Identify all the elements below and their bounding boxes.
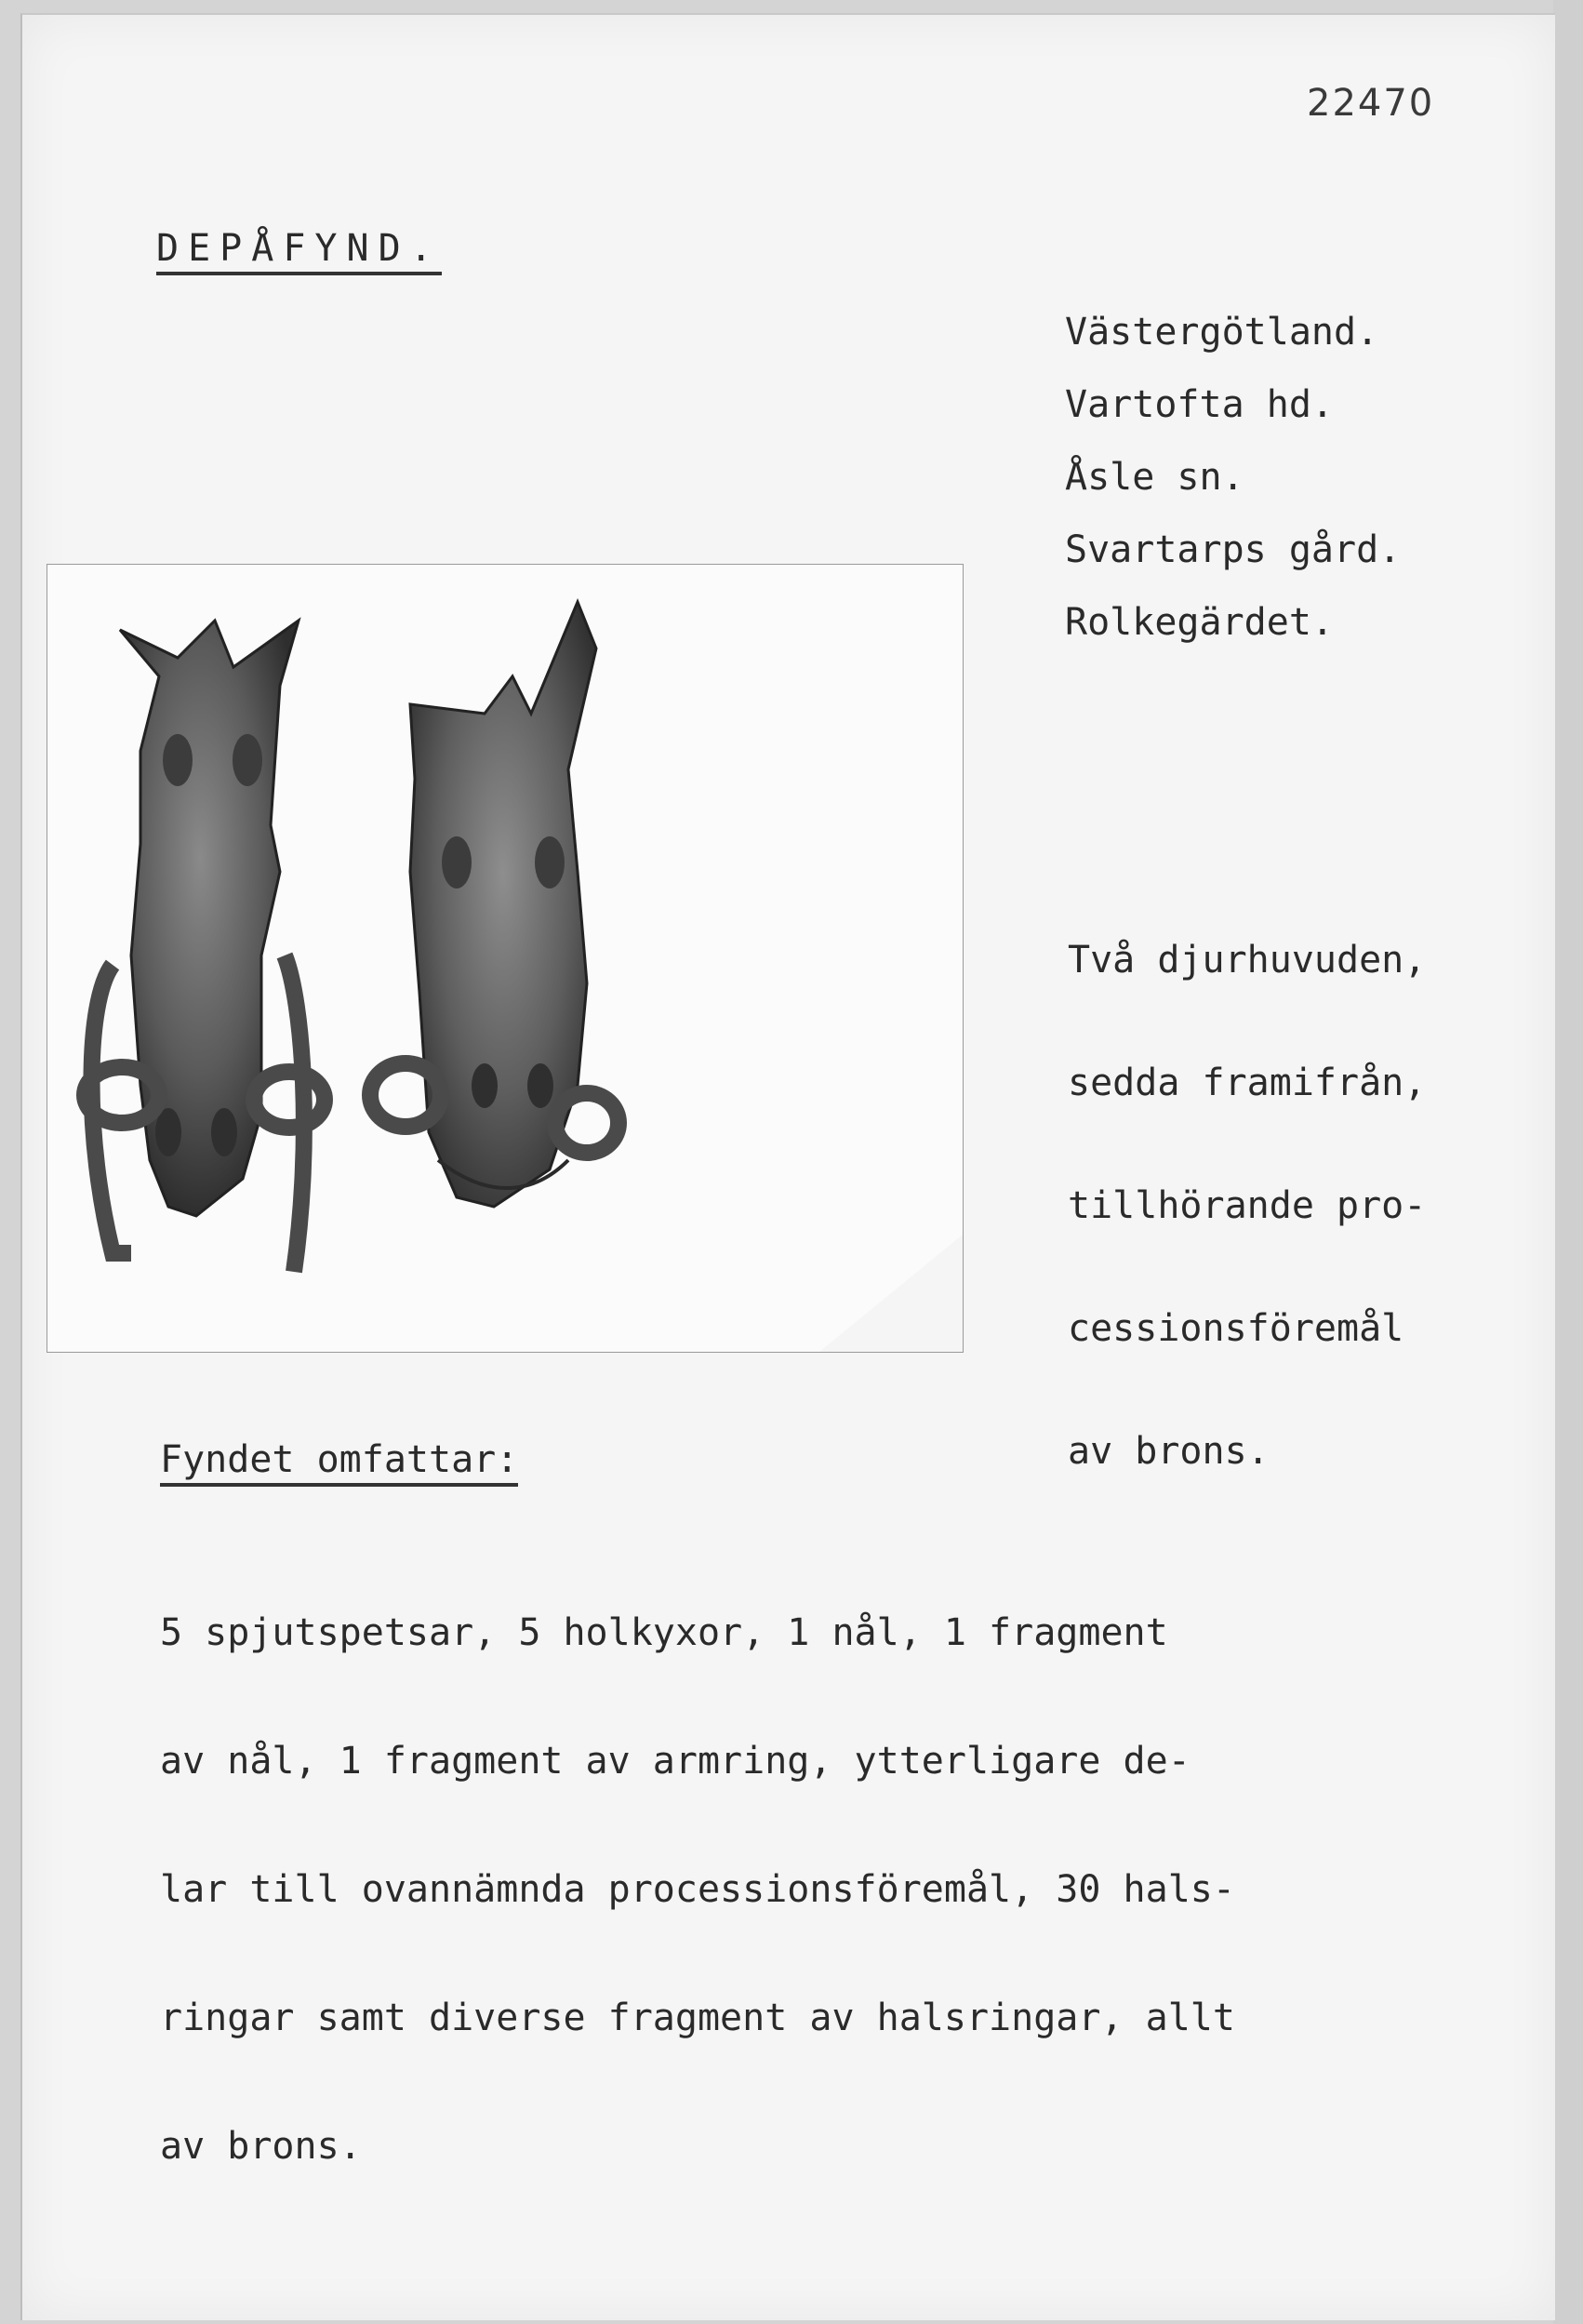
photo-caption <box>1068 858 1426 1513</box>
contents-line: lar till ovannämnda processionsföremål, 30 hals- <box>160 1868 1235 1911</box>
contents-heading: Fyndet omfattar: <box>160 1438 518 1487</box>
caption-line: sedda framifrån, <box>1068 1062 1427 1104</box>
caption-line: cessionsföremål <box>1068 1307 1404 1350</box>
contents-list <box>160 1526 1235 2210</box>
card-heading: DEPÅFYND. <box>156 227 442 275</box>
catalog-number: 22470 <box>1307 82 1435 125</box>
location-province: Västergötland. <box>1065 311 1379 354</box>
find-location <box>1065 296 1401 659</box>
contents-line: ringar samt diverse fragment av halsringar, allt <box>160 1997 1235 2039</box>
bronze-animal-heads-image <box>47 565 963 1352</box>
caption-line: av brons. <box>1068 1430 1270 1473</box>
right-animal-head <box>370 602 619 1207</box>
caption-line: tillhörande pro- <box>1068 1184 1427 1227</box>
contents-line: av nål, 1 fragment av armring, ytterligare de- <box>160 1740 1191 1783</box>
card-edge <box>1553 0 1583 2324</box>
caption-line: Två djurhuvuden, <box>1068 939 1427 982</box>
left-animal-head <box>85 621 325 1272</box>
location-parish: Åsle sn. <box>1065 456 1244 499</box>
location-site: Rolkegärdet. <box>1065 601 1334 644</box>
artifact-photo <box>47 564 964 1353</box>
contents-line: 5 spjutspetsar, 5 holkyxor, 1 nål, 1 fragment <box>160 1611 1168 1654</box>
location-farm: Svartarps gård. <box>1065 528 1402 571</box>
contents-line: av brons. <box>160 2125 362 2168</box>
location-district: Vartofta hd. <box>1065 383 1334 426</box>
